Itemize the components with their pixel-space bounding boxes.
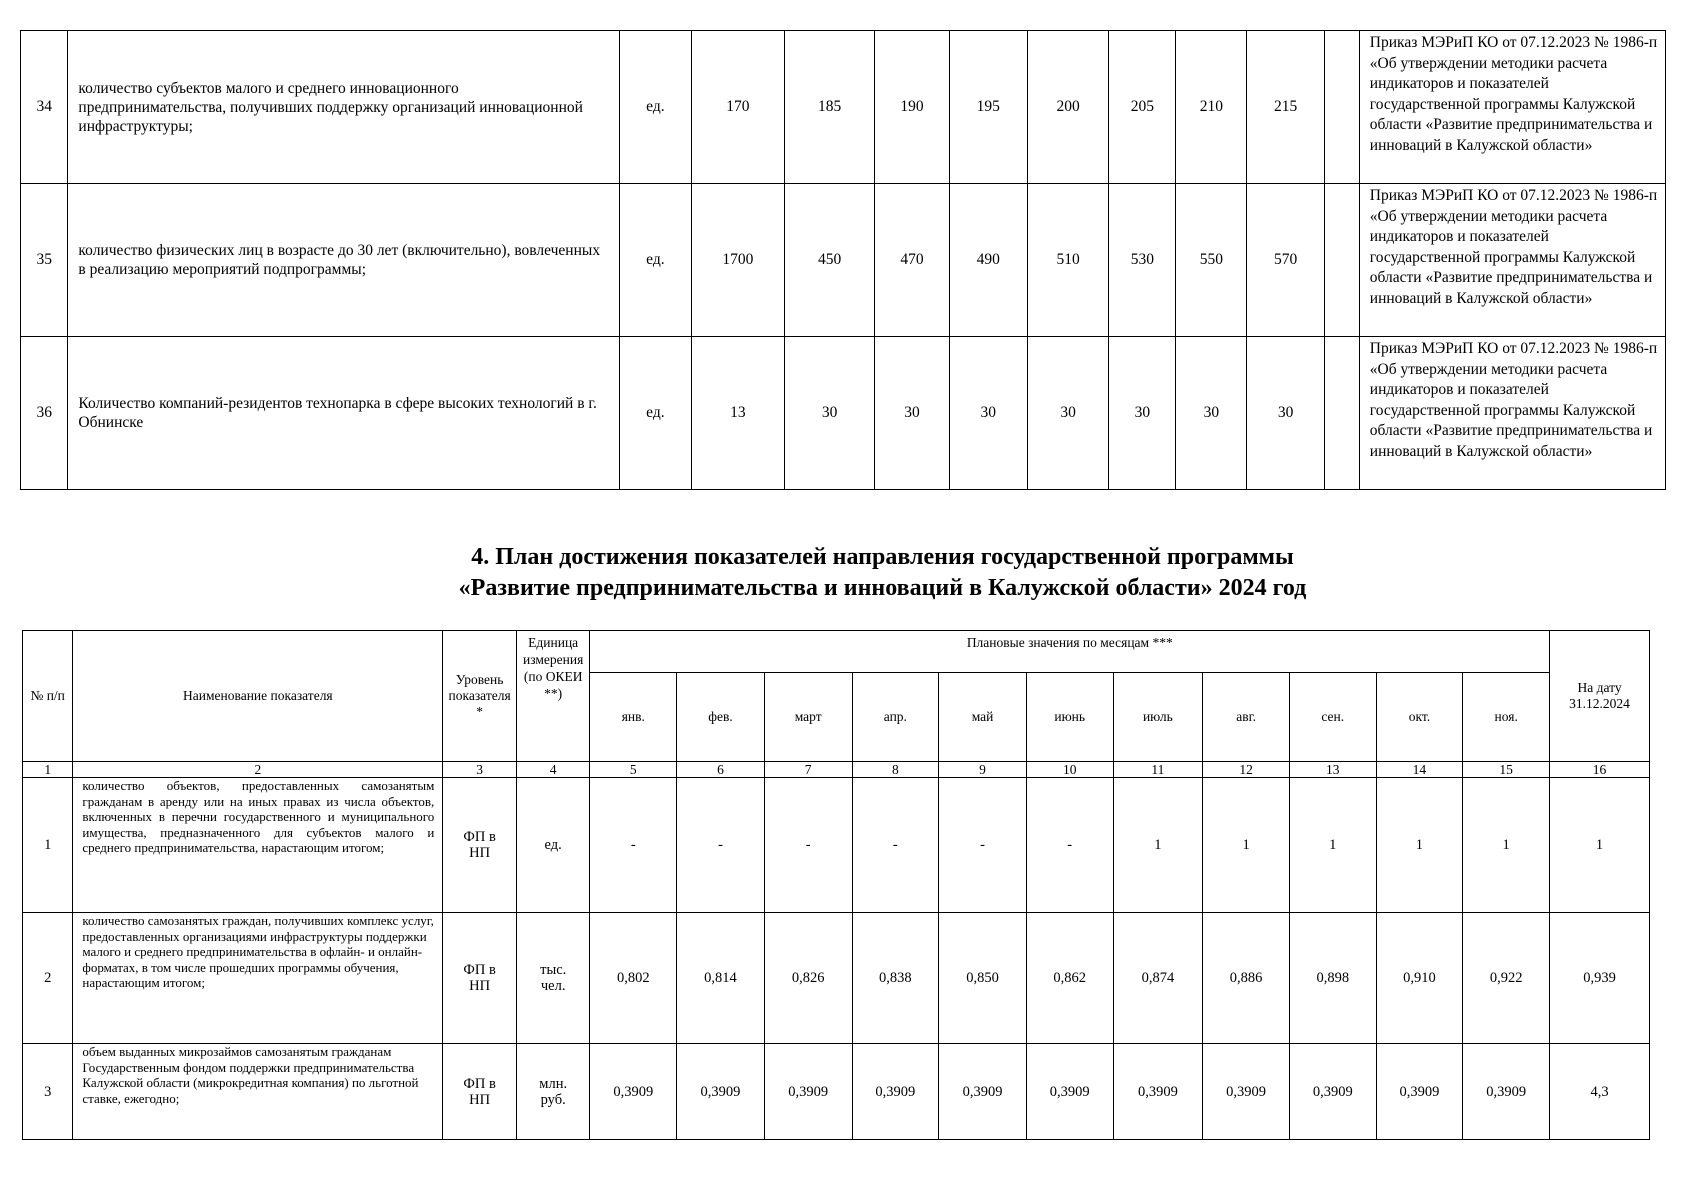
- unit-cell: млн. руб.: [516, 1044, 590, 1140]
- unit-cell: тыс. чел.: [516, 913, 590, 1044]
- header-num: № п/п: [23, 631, 73, 762]
- month-value-cell: 0,3909: [1463, 1044, 1550, 1140]
- indicator-name: объем выданных микрозаймов самозанятым гражданам Государственным фондом поддержки предпринимательства Калужской области (микрокредитная компания) по льготной ставке, ежегодно;: [73, 1044, 443, 1140]
- empty-cell: [1324, 184, 1359, 337]
- value-cell: 215: [1247, 31, 1324, 184]
- column-number: 12: [1203, 762, 1290, 778]
- column-number: 1: [23, 762, 73, 778]
- header-final: На дату 31.12.2024: [1550, 631, 1650, 762]
- value-cell: 190: [875, 31, 949, 184]
- column-number: 15: [1463, 762, 1550, 778]
- month-value-cell: 0,3909: [1026, 1044, 1113, 1140]
- column-number: 7: [764, 762, 852, 778]
- month-value-cell: 0,3909: [1113, 1044, 1203, 1140]
- month-value-cell: 0,862: [1026, 913, 1113, 1044]
- unit-cell: ед.: [619, 31, 691, 184]
- month-header: июнь: [1026, 673, 1113, 762]
- unit-cell: ед.: [619, 184, 691, 337]
- month-value-cell: 1: [1203, 778, 1290, 913]
- month-value-cell: 0,838: [852, 913, 939, 1044]
- final-value-cell: 4,3: [1550, 1044, 1650, 1140]
- month-header: авг.: [1203, 673, 1290, 762]
- column-number: 9: [939, 762, 1027, 778]
- value-cell: 200: [1027, 31, 1108, 184]
- month-value-cell: 1: [1289, 778, 1376, 913]
- row-number: 2: [23, 913, 73, 1044]
- column-number: 5: [590, 762, 677, 778]
- month-value-cell: 0,3909: [677, 1044, 765, 1140]
- month-value-cell: 1: [1376, 778, 1463, 913]
- unit-cell: ед.: [619, 337, 691, 490]
- table-row: [21, 31, 1666, 184]
- value-cell: 205: [1109, 31, 1176, 184]
- month-value-cell: -: [852, 778, 939, 913]
- table-row: [23, 778, 1650, 913]
- month-value-cell: 0,850: [939, 913, 1027, 1044]
- value-cell: 13: [691, 337, 784, 490]
- section-heading-line2: «Развитие предпринимательства и инноваций в Калужской области» 2024 год: [458, 575, 1307, 601]
- value-cell: 550: [1176, 184, 1247, 337]
- indicator-name: количество объектов, предоставленных самозанятым гражданам в аренду или на иных правах из числа объектов, включенных в перечни государственного и муниципального имущества, предназначенного для субъектов малого и среднего предпринимательства, нарастающим итогом;: [73, 778, 443, 913]
- month-value-cell: 0,3909: [852, 1044, 939, 1140]
- value-cell: 30: [1027, 337, 1108, 490]
- value-cell: 570: [1247, 184, 1324, 337]
- month-header: сен.: [1289, 673, 1376, 762]
- month-value-cell: 0,886: [1203, 913, 1290, 1044]
- value-cell: 30: [949, 337, 1027, 490]
- table-row: [21, 184, 1666, 337]
- month-value-cell: 0,814: [677, 913, 765, 1044]
- month-value-cell: 0,3909: [1289, 1044, 1376, 1140]
- value-cell: 30: [1176, 337, 1247, 490]
- column-number: 6: [677, 762, 765, 778]
- month-value-cell: 0,3909: [1203, 1044, 1290, 1140]
- source-document: Приказ МЭРиП КО от 07.12.2023 № 1986-п «Об утверждении методики расчета индикаторов и показателей государственной программы Калужской области «Развитие предпринимательства и инноваций в Калужской области»: [1359, 184, 1665, 337]
- table-row: [21, 337, 1666, 490]
- row-number: 3: [23, 1044, 73, 1140]
- indicators-table-continued: [20, 30, 1666, 490]
- section-heading-line1: 4. План достижения показателей направления государственной программы: [471, 544, 1294, 570]
- level-cell: ФП в НП: [443, 1044, 517, 1140]
- value-cell: 30: [1247, 337, 1324, 490]
- month-header: фев.: [677, 673, 765, 762]
- header-level: Уровень показателя *: [443, 631, 517, 762]
- value-cell: 30: [1109, 337, 1176, 490]
- row-number: 36: [21, 337, 68, 490]
- indicator-name: количество самозанятых граждан, получивших комплекс услуг, предоставленных организациями инфраструктуры поддержки малого и среднего предпринимательства в офлайн- и онлайн-форматах, в том числе прошедших программы обучения, нарастающим итогом;: [73, 913, 443, 1044]
- indicator-name: количество физических лиц в возрасте до 30 лет (включительно), вовлеченных в реализацию мероприятий подпрограммы;: [68, 184, 619, 337]
- value-cell: 195: [949, 31, 1027, 184]
- column-number: 2: [73, 762, 443, 778]
- month-value-cell: -: [677, 778, 765, 913]
- row-number: 34: [21, 31, 68, 184]
- value-cell: 510: [1027, 184, 1108, 337]
- month-value-cell: 1: [1463, 778, 1550, 913]
- level-cell: ФП в НП: [443, 778, 517, 913]
- section-heading: [0, 542, 1685, 604]
- value-cell: 1700: [691, 184, 784, 337]
- row-number: 1: [23, 778, 73, 913]
- month-header: янв.: [590, 673, 677, 762]
- table-row: [23, 913, 1650, 1044]
- column-number: 11: [1113, 762, 1203, 778]
- column-number: 13: [1289, 762, 1376, 778]
- final-value-cell: 0,939: [1550, 913, 1650, 1044]
- table-row: [23, 1044, 1650, 1140]
- month-value-cell: 0,3909: [590, 1044, 677, 1140]
- level-cell: ФП в НП: [443, 913, 517, 1044]
- indicator-name: количество субъектов малого и среднего инновационного предпринимательства, получивших поддержку организаций инновационной инфраструктуры;: [68, 31, 619, 184]
- plan-table: [22, 630, 1650, 1140]
- month-value-cell: 0,3909: [939, 1044, 1027, 1140]
- month-value-cell: 0,922: [1463, 913, 1550, 1044]
- source-document: Приказ МЭРиП КО от 07.12.2023 № 1986-п «Об утверждении методики расчета индикаторов и показателей государственной программы Калужской области «Развитие предпринимательства и инноваций в Калужской области»: [1359, 337, 1665, 490]
- month-header: апр.: [852, 673, 939, 762]
- month-value-cell: 0,826: [764, 913, 852, 1044]
- header-months-group: Плановые значения по месяцам ***: [590, 631, 1550, 673]
- final-value-cell: 1: [1550, 778, 1650, 913]
- row-number: 35: [21, 184, 68, 337]
- month-value-cell: 0,802: [590, 913, 677, 1044]
- value-cell: 30: [875, 337, 949, 490]
- month-value-cell: 0,898: [1289, 913, 1376, 1044]
- value-cell: 470: [875, 184, 949, 337]
- indicator-name: Количество компаний-резидентов технопарка в сфере высоких технологий в г. Обнинске: [68, 337, 619, 490]
- column-number: 16: [1550, 762, 1650, 778]
- column-number: 14: [1376, 762, 1463, 778]
- month-value-cell: -: [939, 778, 1027, 913]
- value-cell: 530: [1109, 184, 1176, 337]
- unit-cell: ед.: [516, 778, 590, 913]
- header-unit: Единица измерения (по ОКЕИ **): [516, 631, 590, 762]
- header-name: Наименование показателя: [73, 631, 443, 762]
- month-value-cell: 0,910: [1376, 913, 1463, 1044]
- month-header: окт.: [1376, 673, 1463, 762]
- month-value-cell: -: [590, 778, 677, 913]
- value-cell: 450: [784, 184, 875, 337]
- empty-cell: [1324, 337, 1359, 490]
- value-cell: 30: [784, 337, 875, 490]
- value-cell: 490: [949, 184, 1027, 337]
- month-value-cell: 0,3909: [764, 1044, 852, 1140]
- column-number: 3: [443, 762, 517, 778]
- month-header: ноя.: [1463, 673, 1550, 762]
- column-number: 8: [852, 762, 939, 778]
- value-cell: 210: [1176, 31, 1247, 184]
- month-value-cell: -: [1026, 778, 1113, 913]
- month-header: март: [764, 673, 852, 762]
- month-header: май: [939, 673, 1027, 762]
- month-header: июль: [1113, 673, 1203, 762]
- month-value-cell: 1: [1113, 778, 1203, 913]
- value-cell: 185: [784, 31, 875, 184]
- month-value-cell: -: [764, 778, 852, 913]
- month-value-cell: 0,874: [1113, 913, 1203, 1044]
- month-value-cell: 0,3909: [1376, 1044, 1463, 1140]
- empty-cell: [1324, 31, 1359, 184]
- column-number: 10: [1026, 762, 1113, 778]
- column-number: 4: [516, 762, 590, 778]
- source-document: Приказ МЭРиП КО от 07.12.2023 № 1986-п «Об утверждении методики расчета индикаторов и показателей государственной программы Калужской области «Развитие предпринимательства и инноваций в Калужской области»: [1359, 31, 1665, 184]
- value-cell: 170: [691, 31, 784, 184]
